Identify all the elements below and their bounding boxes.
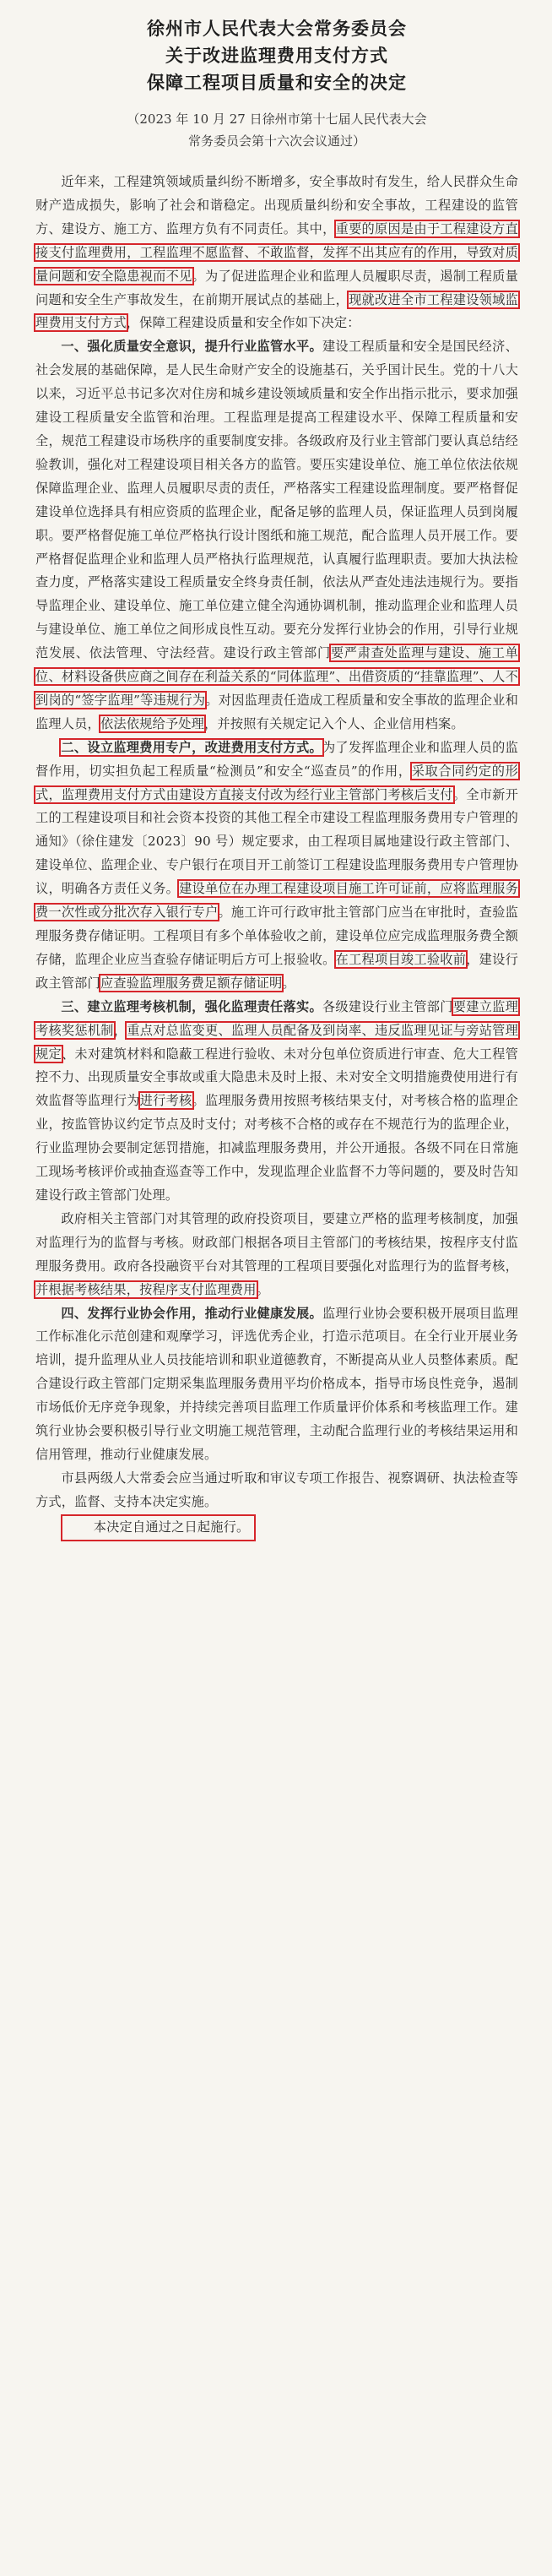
document-title xyxy=(35,15,518,96)
intro-text-3: ，保障工程建设质量和安全作如下决定： xyxy=(126,315,360,331)
support-paragraph: 市县两级人大常委会应当通过听取和审议专项工作报告、视察调研、执法检查等方式，监督、支持本决定实施。 xyxy=(35,1470,518,1509)
section-1-paragraph xyxy=(35,335,518,736)
section-4-heading: 四、发挥行业协会作用，推动行业健康发展。 xyxy=(61,1305,322,1321)
section-3-text-4: 。监理服务费用按照考核结果支付，对考核合格的监理企业，按监管协议约定节点及时支付；对考核不合格的或存在不规范行为的监理企业，行业监理协会要制定惩罚措施，扣减监理服务费用，并公开通报。各级不同在日常施工现场考核评价或抽查巡查等工作中，发现监理企业监督不力等问题的，要及时告知建设行政主管部门处理。 xyxy=(35,1093,518,1203)
section-2-paragraph xyxy=(35,736,518,996)
section-2-heading: 二、设立监理费用专户，改进费用支付方式。 xyxy=(61,739,322,755)
highlight-box: 现就改进全市工程建设领域监理费用支付方式 xyxy=(35,291,518,331)
title-line-1: 徐州市人民代表大会常务委员会 xyxy=(147,18,407,39)
highlight-box: 依法依规给予处理 xyxy=(100,715,205,731)
highlight-box: 重要的原因是由于工程建设方直接支付监理费用，工程监理不愿监督、不敢监督，发挥不出其应有的作用，导致对质量问题和安全隐患视而不见 xyxy=(35,220,518,284)
section-3-text-2: ， xyxy=(113,1022,127,1038)
section-4-text-1: 监理行业协会要积极开展项目监理工作标准化示范创建和观摩学习，评选优秀企业，打造示范项目。在全行业开展业务培训，提升监理从业人员技能培训和职业道德教育，不断提高从业人员整体素质。配合建设行政主管部门定期采集监理服务费用平均价格成本，指导市场良性竞争，遏制市场低价无序竞争现象，并持续完善项目监理工作质量评价体系和考核监理工作。建筑行业协会要积极引导行业文明施工规范管理，主动配合监理行业的考核结果运用和信用管理，推动行业健康发展。 xyxy=(35,1305,519,1462)
section-3-text-5: 政府相关主管部门对其管理的政府投资项目，要建立严格的监理考核制度，加强对监理行为的监督与考核。财政部门根据各项目主管部门的考核结果，按程序支付监理服务费用。政府各投融资平台对其管理的工程项目要强化对监理行为的监督考核， xyxy=(35,1210,518,1274)
closing-highlight: 本决定自通过之日起施行。 xyxy=(61,1514,256,1541)
highlight-box: 采取合同约定的形式，监理费用支付方式由建设方直接支付改为经行业主管部门考核后支付 xyxy=(35,763,518,802)
section-4-paragraph xyxy=(35,1302,518,1467)
section-3-paragraph xyxy=(35,996,518,1208)
highlight-box: 建设单位在办理工程建设项目施工许可证前，应将监理服务费一次性或分批次存入银行专户 xyxy=(35,881,518,921)
document-subtitle xyxy=(35,108,518,152)
section-3-text-6: 。 xyxy=(256,1281,269,1297)
section-2-text-5: 。 xyxy=(282,975,295,991)
highlight-box: 进行考核 xyxy=(139,1093,192,1109)
highlight-box: 并根据考核结果，按程序支付监理费用 xyxy=(35,1281,257,1297)
closing-paragraph xyxy=(35,1514,518,1541)
highlight-box: 应查验监理服务费足额存储证明 xyxy=(100,975,283,991)
section-1-text-1: 建设工程质量和安全是国民经济、社会发展的基础保障，是人民生命财产安全的设施基石，关乎国计民生。党的十八大以来，习近平总书记多次对住房和城乡建设领域质量和安全作出指示批示，要求加强建设工程质量安全监管和治理。工程监理是提高工程建设水平、保障工程质量和安全，规范工程建设市场秩序的重要制度安排。各级政府及行业主管部门要认真总结经验教训，强化对工程建设项目相关各方的监管。要压实建设单位、施工单位依法依规保障监理企业、监理人员履职尽责的责任，严格落实工程建设监理制度。要严格督促建设单位选择具有相应资质的监理企业，配备足够的监理人员，保证监理人员到岗履职。要严格督促施工单位严格执行设计图纸和施工规范，配合监理人员开展工作。要严格督促监理企业和监理人员严格执行监理规范，认真履行监理职责。要加大执法检查力度，严格落实建设工程质量安全终身责任制，依法从严查处违法违规行为。要指导监理企业、建设单位、施工单位建立健全沟通协调机制，推动监理企业和监理人员与建设单位、施工单位之间形成良性互动。要充分发挥行业协会的作用，引导行业规范发展、依法管理、守法经营。建设行政主管部门 xyxy=(35,339,519,661)
section-3-text-3: 、未对建筑材料和隐蔽工程进行验收、未对分包单位资质进行审查、危大工程管控不力、出现质量安全事故或重大隐患未及时上报、未对安全文明措施费使用进行有效监督等监理行为 xyxy=(35,1046,519,1109)
section-3-text-1: 各级建设行业主管部门 xyxy=(322,998,453,1014)
section-2-text-3: 。施工许可行政审批主管部门应当在审批时，查验监理服务费存储证明。工程项目有多个单体验收之前，建设单位应完成监理服务费全额存储，监理企业应当查验存储证明后方可上报验收。 xyxy=(35,905,518,967)
subtitle-line-1: （2023 年 10 月 27 日徐州市第十七届人民代表大会 xyxy=(127,111,427,127)
title-line-3: 保障工程项目质量和安全的决定 xyxy=(147,72,407,93)
highlight-box: 在工程项目竣工验收前 xyxy=(335,951,467,967)
intro-paragraph xyxy=(35,171,518,335)
intro-text-1: 近年来，工程建筑领域质量纠纷不断增多，安全事故时有发生，给人民群众生命财产造成损失，影响了社会和谐稳定。出现质量纠纷和安全事故，工程建设的监管方、建设方、施工方、监理方负有不同责任。其中， xyxy=(35,174,518,236)
subtitle-line-2: 常务委员会第十六次会议通过） xyxy=(187,133,365,149)
section-1-heading: 一、强化质量安全意识，提升行业监管水平。 xyxy=(61,339,322,355)
section-3-heading: 三、建立监理考核机制，强化监理责任落实。 xyxy=(61,998,322,1014)
highlight-box: 要严肃查处监理与建设、施工单位、材料设备供应商之间存在利益关系的“同体监理”、出借资质的“挂靠监理”、人不到岗的“签字监理”等违规行为 xyxy=(35,645,518,708)
section-2-text-2: 。全市新开工的工程建设项目和社会资本投资的其他工程全市建设工程监理服务费用专户管理的通知》（徐住建发〔2023〕90 号）规定要求，由工程项目属地建设行政主管部门、建设单位、监理企业、专户银行在项目开工前签订工程建设监理服务费用专户管理协议，明确各方责任义务。 xyxy=(35,786,518,897)
section-3-paragraph-2 xyxy=(35,1208,518,1302)
highlight-box: 重点对总监变更、监理人员配备及到岗率、违反监理见证与旁站管理规定 xyxy=(35,1022,519,1062)
section-2-text-4: ，建设行政主管部门 xyxy=(35,951,518,991)
title-line-2: 关于改进监理费用支付方式 xyxy=(165,45,388,66)
intro-text-2: 。为了促进监理企业和监理人员履职尽责，遏制工程质量问题和安全生产事故发生，在前期开展试点的基础上， xyxy=(35,268,519,307)
highlight-box: 要建立监理考核奖惩机制 xyxy=(35,998,519,1038)
section-2-text-1: 为了发挥监理企业和监理人员的监督作用，切实担负起工程质量“检测员”和安全“巡查员”的作用， xyxy=(35,739,519,779)
section-1-text-2: 。对因监理责任造成工程质量和安全事故的监理企业和监理人员， xyxy=(35,692,518,731)
section-1-text-3: ，并按照有关规定记入个人、企业信用档案。 xyxy=(204,715,464,731)
